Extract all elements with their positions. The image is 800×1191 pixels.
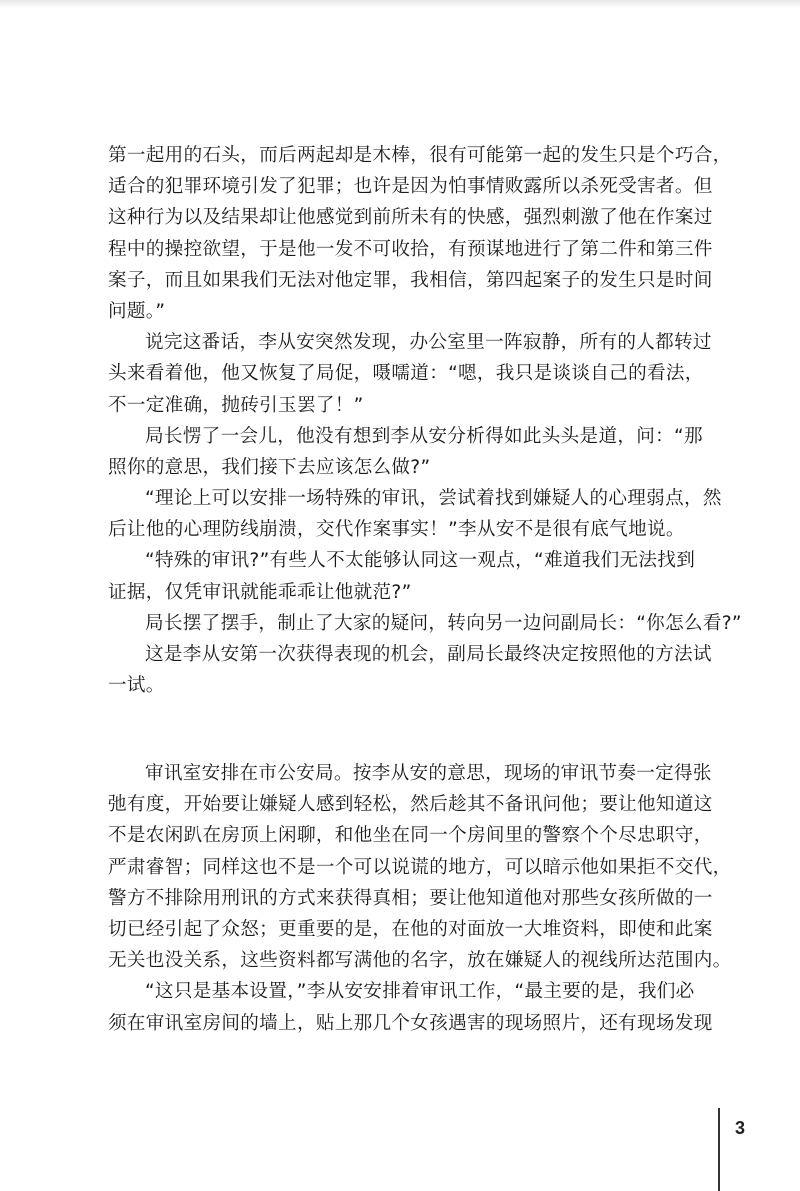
text-line: 须在审讯室房间的墙上，贴上那几个女孩遇害的现场照片，还有现场发现 [108,1012,713,1034]
text-line: 第一起用的石头，而后两起却是木棒，很有可能第一起的发生只是个巧合， [108,145,732,166]
margin-rule [718,1108,720,1191]
text-line: 严肃睿智；同样这也不是一个可以说谎的地方，可以暗示他如果拒不交代， [108,856,732,878]
text-line: 审讯室安排在市公安局。按李从安的意思，现场的审讯节奏一定得张 [145,763,712,784]
text-line: 适合的犯罪环境引发了犯罪；也许是因为怕事情败露所以杀死受害者。但 [108,176,713,198]
text-line: 问题。” [108,300,166,322]
text-line: 证据，仅凭审讯就能乖乖让他就范?” [108,581,412,603]
page-top-edge [0,0,800,8]
text-block-upper [108,140,742,701]
text-line: 切已经引起了众怒；更重要的是，在他的对面放一大堆资料，即使和此案 [108,918,713,940]
text-line: 不一定准确，抛砖引玉罢了！” [108,394,364,416]
text-line: 照你的意思，我们接下去应该怎么做?” [108,456,431,478]
text-line: 弛有度，开始要让嫌疑人感到轻松，然后趁其不备讯问他；要让他知道这 [108,794,713,816]
text-line: 无关也没关系，这些资料都写满他的名字，放在嫌疑人的视线所达范围内。 [108,950,732,972]
text-line: 程中的操控欲望，于是他一发不可收拾，有预谋地进行了第二件和第三件 [108,238,713,260]
text-line: 局长愣了一会儿，他没有想到李从安分析得如此头头是道，问：“那 [145,425,703,447]
text-line: 不是农闲趴在房顶上闲聊，和他坐在同一个房间里的警察个个尽忠职守， [108,825,713,847]
text-line: 这种行为以及结果却让他感觉到前所未有的快感，强烈刺激了他在作案过 [108,207,713,229]
text-block-lower [108,758,732,1039]
text-line: 后让他的心理防线崩溃，交代作案事实！”李从安不是很有底气地说。 [108,519,685,541]
text-line: 说完这番话，李从安突然发现，办公室里一阵寂静，所有的人都转过 [145,332,712,354]
text-line: “这只是基本设置，”李从安安排着审讯工作，“最主要的是，我们必 [145,981,695,1003]
text-line: “理论上可以安排一场特殊的审讯，尝试着找到嫌疑人的心理弱点，然 [145,488,722,510]
text-line: 这是李从安第一次获得表现的机会，副局长最终决定按照他的方法试 [145,644,712,665]
text-line: 局长摆了摆手，制止了大家的疑问，转向另一边问副局长：“你怎么看?” [145,612,742,634]
text-line: 头来看着他，他又恢复了局促，嗫嚅道：“嗯，我只是谈谈自己的看法， [108,363,704,385]
text-line: 案子，而且如果我们无法对他定罪，我相信，第四起案子的发生只是时间 [108,269,713,291]
text-line: 一试。 [108,675,165,697]
text-line: “特殊的审讯?”有些人不太能够认同这一观点，“难道我们无法找到 [145,550,696,572]
text-line: 警方不排除用刑讯的方式来获得真相；要让他知道他对那些女孩所做的一 [108,887,713,909]
page-number: 3 [735,1118,746,1138]
